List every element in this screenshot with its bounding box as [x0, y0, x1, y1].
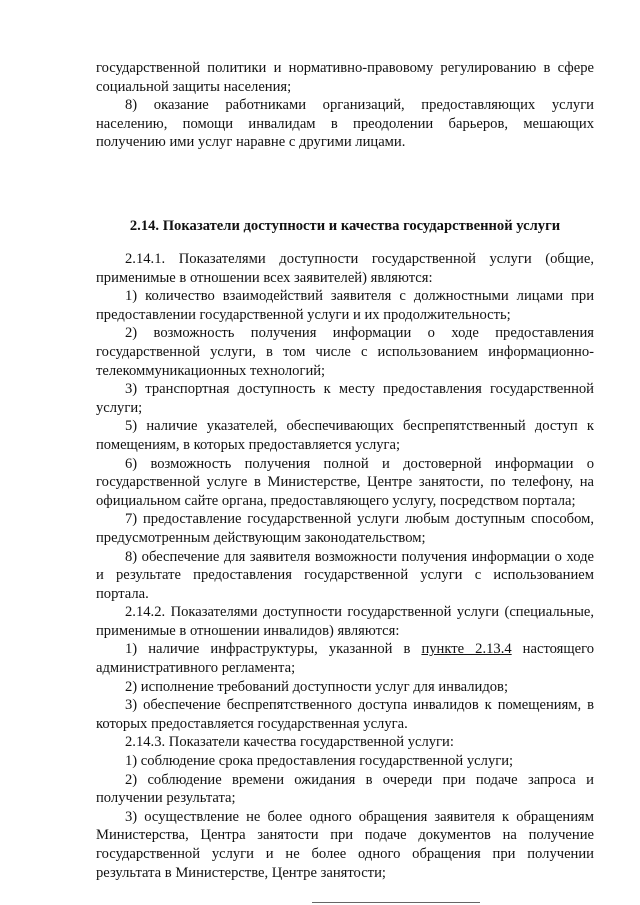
list-item-infrastructure: [96, 640, 594, 677]
quality-item-3: 3) осуществление не более одного обращения заявителя к обращениям Министерства, Центра занятости при подаче документов на получение государственной услуги и не более одного обращения при получении результата в Министерстве, Центре занятости;: [96, 808, 594, 881]
paragraph-top-1: государственной политики и нормативно-правовому регулированию в сфере социальной защиты населения;: [96, 60, 594, 95]
list-item-3: 3) транспортная доступность к месту предоставления государственной услуги;: [96, 381, 594, 416]
infra-text-after: настоящего административного регламента;: [96, 641, 594, 677]
top-text-block: [96, 59, 594, 152]
list-item-8: 8) обеспечение для заявителя возможности получения информации о ходе и результате предоставления государственной услуги с использованием портала.: [96, 548, 594, 602]
paragraph-2-14-2: 2.14.2. Показателями доступности государственной услуги (специальные, применимые в отношении инвалидов) являются:: [96, 604, 594, 639]
list-item-5: 5) наличие указателей, обеспечивающих беспрепятственный доступ к помещениям, в которых предоставляется услуга;: [96, 418, 594, 453]
regulation-link[interactable]: пункте 2.13.4: [421, 641, 512, 658]
list-item-accessibility: 2) исполнение требований доступности услуг для инвалидов;: [125, 678, 509, 695]
quality-item-1: 1) соблюдение срока предоставления государственной услуги;: [125, 753, 514, 770]
main-text-block: [96, 250, 594, 882]
list-item-access-premises: 3) обеспечение беспрепятственного доступа инвалидов к помещениям, в которых предоставляется государственная услуга.: [96, 697, 594, 732]
list-item-1: 1) количество взаимодействий заявителя с должностными лицами при предоставлении государственной услуги и их продолжительность;: [96, 288, 594, 323]
quality-item-2: 2) соблюдение времени ожидания в очереди при подаче запроса и получении результата;: [96, 771, 594, 807]
section-heading: 2.14. Показатели доступности и качества государственной услуги: [129, 218, 561, 234]
paragraph-2-14-3: 2.14.3. Показатели качества государственной услуги:: [125, 734, 454, 751]
page-bottom-rule: [312, 902, 480, 903]
list-item-7: 7) предоставление государственной услуги любым доступным способом, предусмотренным действующим законодательством;: [96, 511, 594, 546]
paragraph-top-2: 8) оказание работниками организаций, предоставляющих услуги населению, помощи инвалидам в преодолении барьеров, мешающих получению ими услуг наравне с другими лицами.: [96, 97, 594, 151]
infra-text-before: 1) наличие инфраструктуры, указанной в: [125, 641, 422, 658]
list-item-2: 2) возможность получения информации о ходе предоставления государственной услуги, в том числе с использованием информационно-телекоммуникационных технологий;: [96, 325, 594, 379]
paragraph-2-14-1: 2.14.1. Показателями доступности государственной услуги (общие, применимые в отношении всех заявителей) являются:: [96, 251, 594, 286]
list-item-6: 6) возможность получения полной и достоверной информации о государственной услуге в Министерстве, Центре занятости, по телефону, на официальном сайте органа, предоставляющего услугу, посредством портала;: [96, 455, 594, 509]
